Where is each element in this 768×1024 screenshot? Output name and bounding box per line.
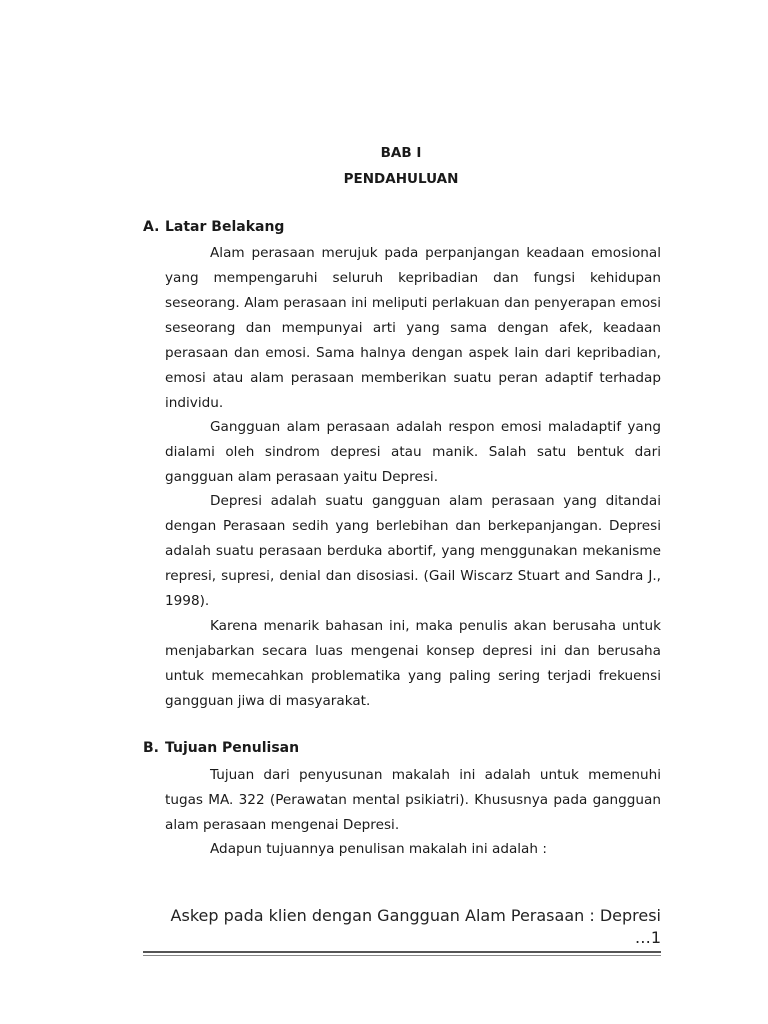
paragraph-b1: Tujuan dari penyusunan makalah ini adalah untuk memenuhi tugas MA. 322 (Perawatan mental psikiatri). Khususnya pada gangguan alam perasaan mengenai Depresi.: [165, 767, 661, 833]
section-b-heading: [143, 740, 299, 756]
page-footer: [143, 905, 661, 949]
footer-rule-thick: [143, 951, 661, 953]
chapter-number: BAB I: [380, 145, 422, 161]
section-a-letter: A.: [143, 219, 160, 235]
paragraph-a1: Alam perasaan merujuk pada perpanjangan keadaan emosional yang mempengaruhi seluruh kepribadian dan fungsi kehidupan seseorang. Alam perasaan ini meliputi perlakuan dan penyerapan emosi seseorang dan mempunyai arti yang sama dengan afek, keadaan perasaan dan emosi. Sama halnya dengan aspek lain dari kepribadian, emosi atau alam perasaan memberikan suatu peran adaptif terhadap individu.: [165, 245, 661, 411]
section-a-heading: [143, 219, 284, 235]
chapter-title: PENDAHULUAN: [343, 171, 459, 187]
section-b-letter: B.: [143, 740, 159, 756]
page-number: …1: [634, 928, 661, 947]
paragraph-a2: Gangguan alam perasaan adalah respon emosi maladaptif yang dialami oleh sindrom depresi atau manik. Salah satu bentuk dari gangguan alam perasaan yaitu Depresi.: [165, 419, 661, 485]
paragraph-b2: Adapun tujuannya penulisan makalah ini adalah :: [210, 841, 547, 857]
paragraph-a3: Depresi adalah suatu gangguan alam perasaan yang ditandai dengan Perasaan sedih yang berlebihan dan berkepanjangan. Depresi adalah suatu perasaan berduka abortif, yang menggunakan mekanisme represi, supresi, denial dan disosiasi. (Gail Wiscarz Stuart and Sandra J., 1998).: [165, 493, 661, 609]
section-b-title: Tujuan Penulisan: [165, 740, 300, 756]
footer-text: Askep pada klien dengan Gangguan Alam Perasaan : Depresi: [170, 906, 661, 925]
section-a-title: Latar Belakang: [165, 219, 285, 235]
footer-rule-thin: [143, 955, 661, 956]
paragraph-a4: Karena menarik bahasan ini, maka penulis akan berusaha untuk menjabarkan secara luas mengenai konsep depresi ini dan berusaha untuk memecahkan problematika yang paling sering terjadi frekuensi gangguan jiwa di masyarakat.: [165, 618, 661, 709]
